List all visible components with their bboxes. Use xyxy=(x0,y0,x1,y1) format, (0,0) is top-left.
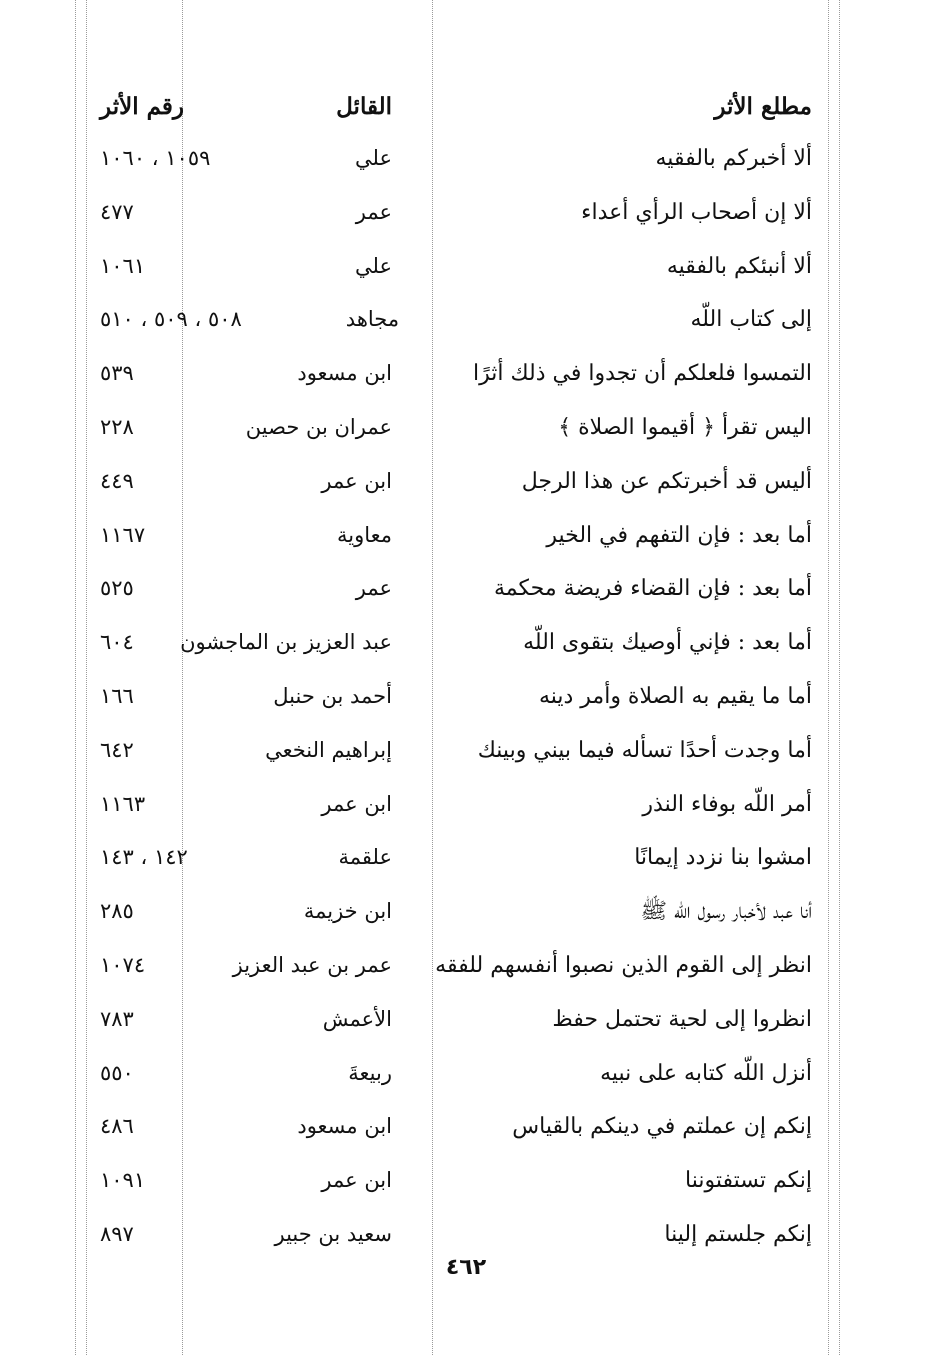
table-row xyxy=(100,293,812,347)
row-number: ٢٨٥ xyxy=(100,899,134,924)
row-speaker: عمر xyxy=(355,199,392,224)
row-opening: أنزل اللّه كتابه على نبيه xyxy=(600,1060,812,1086)
row-opening: انظروا إلى لحية تحتمل حفظ xyxy=(552,1006,812,1032)
row-opening: أما وجدت أحدًا تسأله فيما بيني وبينك xyxy=(477,737,812,763)
row-number: ١٠٥٩ ، ١٠٦٠ xyxy=(100,146,211,170)
row-speaker: ابن عمر xyxy=(321,791,392,816)
row-opening: إنكم جلستم إلينا xyxy=(664,1221,812,1247)
row-number: ٦٠٤ xyxy=(100,630,134,655)
row-number: ١٦٦ xyxy=(100,683,134,708)
row-opening: إنكم إن عملتم في دينكم بالقياس xyxy=(512,1114,812,1140)
row-number: ٤٨٦ xyxy=(100,1114,134,1139)
page-number: ٤٦٢ xyxy=(445,1255,487,1280)
row-speaker: مجاهد xyxy=(345,307,400,332)
row-speaker: ابن عمر xyxy=(321,468,392,493)
table-row xyxy=(100,401,812,455)
row-opening: أليس قد أخبرتكم عن هذا الرجل xyxy=(521,468,812,494)
table-row xyxy=(100,240,812,294)
row-number: ٥٣٩ xyxy=(100,361,134,386)
row-speaker: سعيد بن جبير xyxy=(274,1221,392,1246)
table-row xyxy=(100,831,812,885)
table-body xyxy=(100,132,812,1262)
table-row xyxy=(100,616,812,670)
table-row xyxy=(100,347,812,401)
row-number: ١٠٦١ xyxy=(100,253,146,278)
row-opening: ألا إن أصحاب الرأي أعداء xyxy=(581,199,812,225)
table-row xyxy=(100,1100,812,1154)
row-opening: أما بعد : فإن التفهم في الخير xyxy=(546,522,812,548)
table-row xyxy=(100,993,812,1047)
table-header xyxy=(100,82,812,132)
row-speaker: إبراهيم النخعي xyxy=(265,737,392,762)
margin-guide xyxy=(839,0,840,1355)
table-row xyxy=(100,455,812,509)
row-speaker: عمر xyxy=(355,576,392,601)
header-speaker: القائل xyxy=(336,93,392,120)
margin-guide xyxy=(86,0,87,1355)
row-number: ٥٢٥ xyxy=(100,576,134,601)
row-speaker: ابن مسعود xyxy=(297,361,392,386)
row-number: ١١٦٧ xyxy=(100,522,146,547)
row-number: ١٠٧٤ xyxy=(100,952,146,977)
row-number: ٤٧٧ xyxy=(100,199,134,224)
row-opening: أما بعد : فإن القضاء فريضة محكمة xyxy=(493,576,812,602)
row-opening: أما بعد : فإني أوصيك بتقوى اللّه xyxy=(523,630,812,656)
row-opening: التمسوا فلعلكم أن تجدوا في ذلك أثرًا xyxy=(473,361,812,387)
row-opening: أنا عبد لأخبار رسول اللّه ﷺ xyxy=(640,899,812,925)
row-speaker: ابن خزيمة xyxy=(303,899,392,924)
row-number: ٢٢٨ xyxy=(100,414,134,439)
row-opening: ألا أخبركم بالفقيه xyxy=(655,146,812,171)
row-speaker: أحمد بن حنبل xyxy=(273,683,392,708)
row-opening: اليس تقرأ ﴿ أقيموا الصلاة ﴾ xyxy=(558,414,812,440)
row-opening: انظر إلى القوم الذين نصبوا أنفسهم للفقه xyxy=(435,952,812,978)
table-row xyxy=(100,670,812,724)
row-number: ٥٥٠ xyxy=(100,1060,134,1085)
table-row xyxy=(100,724,812,778)
table-row xyxy=(100,939,812,993)
margin-guide xyxy=(75,0,76,1355)
row-speaker: عمران بن حصين xyxy=(245,414,392,439)
row-opening: إنكم تستفتوننا xyxy=(684,1168,812,1194)
table-row xyxy=(100,1047,812,1101)
row-opening: إلى كتاب اللّه xyxy=(690,307,812,333)
row-number: ١٤٢ ، ١٤٣ xyxy=(100,845,188,870)
row-speaker: ابن عمر xyxy=(321,1168,392,1193)
table-row xyxy=(100,1208,812,1262)
row-speaker: علي xyxy=(355,253,392,278)
row-number: ٦٤٢ xyxy=(100,737,134,762)
row-speaker: علقمة xyxy=(338,845,392,870)
row-opening: ألا أنبئكم بالفقيه xyxy=(666,253,812,279)
header-number: رقم الأثر xyxy=(100,93,185,120)
row-number: ٥٠٨ ، ٥٠٩ ، ٥١٠ xyxy=(100,307,242,332)
table-row xyxy=(100,778,812,832)
row-number: ٧٨٣ xyxy=(100,1006,134,1031)
header-opening: مطلع الأثر xyxy=(714,93,812,120)
row-number: ١١٦٣ xyxy=(100,791,146,816)
table-row xyxy=(100,1154,812,1208)
table-row xyxy=(100,562,812,616)
row-number: ١٠٩١ xyxy=(100,1168,146,1193)
row-opening: أمر اللّه بوفاء النذر xyxy=(642,791,812,817)
table-row xyxy=(100,132,812,186)
row-speaker: معاوية xyxy=(336,522,392,547)
margin-guide xyxy=(828,0,829,1355)
row-opening: أما ما يقيم به الصلاة وأمر دينه xyxy=(538,683,812,709)
row-number: ٨٩٧ xyxy=(100,1221,134,1246)
row-opening: امشوا بنا نزدد إيمانًا xyxy=(634,845,812,871)
table-row xyxy=(100,509,812,563)
table-row xyxy=(100,186,812,240)
row-speaker: عمر بن عبد العزيز xyxy=(232,952,392,977)
index-table xyxy=(100,82,812,1262)
row-speaker: الأعمش xyxy=(322,1006,392,1031)
row-number: ٤٤٩ xyxy=(100,468,134,493)
row-speaker: ابن مسعود xyxy=(297,1114,392,1139)
row-speaker: ربيعةَ xyxy=(348,1060,392,1085)
row-speaker: علي xyxy=(355,146,392,170)
row-speaker: عبد العزيز بن الماجشون xyxy=(180,630,392,655)
table-row xyxy=(100,885,812,939)
